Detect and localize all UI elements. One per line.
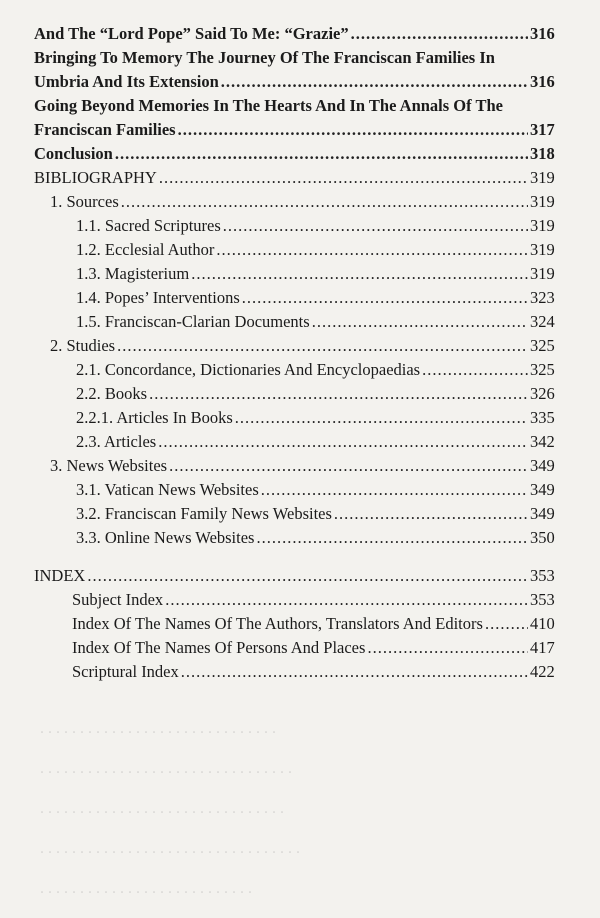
toc-entry-title: 3.3. Online News Websites — [76, 528, 255, 547]
toc-entry-title: Index Of The Names Of The Authors, Translators And Editors — [72, 614, 483, 633]
toc-entry-page: 342 — [530, 432, 555, 451]
leader-dots — [178, 118, 528, 142]
toc-entry-title: And The “Lord Pope” Said To Me: “Grazie” — [34, 24, 349, 43]
toc-subsection-sources — [34, 190, 554, 214]
toc-entry-page: 325 — [530, 360, 555, 379]
toc-section-index — [34, 564, 554, 588]
toc-entry-page: 326 — [530, 384, 555, 403]
toc-entry-page: 417 — [530, 638, 555, 657]
leader-dots — [242, 286, 528, 310]
leader-dots — [216, 238, 528, 262]
leader-dots — [485, 612, 528, 636]
leader-dots — [422, 358, 528, 382]
toc-entry — [34, 526, 554, 550]
toc-entry-page: 317 — [530, 120, 555, 139]
toc-entry-page: 319 — [530, 168, 555, 187]
toc-entry — [34, 636, 554, 660]
leader-dots — [181, 660, 528, 684]
toc-entry — [34, 286, 554, 310]
toc-entry-title-line1: Bringing To Memory The Journey Of The Franciscan Families In — [34, 48, 495, 67]
show-through: . . . . . . . . . . . . . . . . . . . . . . . . . . . . . . . . . . . . . . . . . . . . . . . . . . . . . . . . . . . . . . . . . . . . . . . . . . . . . . . . . . . . . . . . . . . . . . . . . . . . . . . . . . . . . . . . . . . . . . . . . . . . . . . . . . . . . . . . . . . . . . . . . . . . . . . . . — [40, 720, 300, 897]
toc-entry-page: 349 — [530, 456, 555, 475]
toc-entry — [34, 660, 554, 684]
toc-entry-page: 324 — [530, 312, 555, 331]
toc-entry-line2 — [34, 118, 554, 142]
toc-entry-title: 3.1. Vatican News Websites — [76, 480, 259, 499]
toc-entry-title-line2: Umbria And Its Extension — [34, 72, 219, 91]
toc-entry-page: 316 — [530, 24, 555, 43]
toc-section-title: BIBLIOGRAPHY — [34, 168, 157, 187]
toc-entry-title: 1. Sources — [50, 192, 119, 211]
toc-entry — [34, 588, 554, 612]
toc-entry — [34, 238, 554, 262]
leader-dots — [159, 166, 528, 190]
toc-entry — [34, 214, 554, 238]
leader-dots — [334, 502, 528, 526]
leader-dots — [169, 454, 528, 478]
toc-entry — [34, 406, 554, 430]
toc-entry-title: 1.3. Magisterium — [76, 264, 190, 283]
toc-entry-page: 349 — [530, 480, 555, 499]
toc-entry-page: 350 — [530, 528, 555, 547]
toc-entry-title: 1.2. Ecclesial Author — [76, 240, 215, 259]
leader-dots — [121, 190, 528, 214]
toc-entry-page: 422 — [530, 662, 555, 681]
leader-dots — [115, 142, 528, 166]
toc-entry-page: 318 — [530, 144, 555, 163]
toc-entry-title: 3.2. Franciscan Family News Websites — [76, 504, 332, 523]
toc-entry-title: 2.1. Concordance, Dictionaries And Encyclopaedias — [76, 360, 421, 379]
leader-dots — [223, 214, 528, 238]
toc-entry-page: 335 — [530, 408, 555, 427]
toc-entry — [34, 22, 554, 46]
toc-entry — [34, 430, 554, 454]
toc-entry-title: 2. Studies — [50, 336, 116, 355]
toc-entry — [34, 382, 554, 406]
leader-dots — [165, 588, 528, 612]
toc-entry-title: 3. News Websites — [50, 456, 168, 475]
toc-entry — [34, 478, 554, 502]
leader-dots — [117, 334, 528, 358]
leader-dots — [351, 22, 528, 46]
toc-section-title: INDEX — [34, 566, 86, 585]
toc-entry — [34, 612, 554, 636]
toc-subsection-news — [34, 454, 554, 478]
leader-dots — [221, 70, 528, 94]
toc-subsection-studies — [34, 334, 554, 358]
toc-entry-page: 319 — [530, 264, 555, 283]
toc-entry-multiline — [34, 46, 554, 94]
toc-entry — [34, 310, 554, 334]
toc-entry-page: 410 — [530, 614, 555, 633]
toc-entry — [34, 358, 554, 382]
spacer — [34, 550, 554, 564]
leader-dots — [149, 382, 528, 406]
leader-dots — [261, 478, 528, 502]
leader-dots — [367, 636, 528, 660]
toc-entry — [34, 502, 554, 526]
leader-dots — [312, 310, 528, 334]
toc-entry-page: 316 — [530, 72, 555, 91]
toc-entry-title: 1.1. Sacred Scriptures — [76, 216, 221, 235]
toc-entry-page: 319 — [530, 240, 555, 259]
leader-dots — [235, 406, 528, 430]
toc-entry-title: Conclusion — [34, 144, 113, 163]
toc-entry-title-line2: Franciscan Families — [34, 120, 176, 139]
toc-entry-page: 319 — [530, 216, 555, 235]
toc-entry-page: 319 — [530, 192, 555, 211]
leader-dots — [191, 262, 528, 286]
toc-entry-line2 — [34, 70, 554, 94]
leader-dots — [87, 564, 528, 588]
toc-entry-title: 1.4. Popes’ Interventions — [76, 288, 240, 307]
toc-entry-page: 349 — [530, 504, 555, 523]
toc-entry-page: 353 — [530, 566, 555, 585]
toc-entry-title: 2.3. Articles — [76, 432, 157, 451]
toc-entry-title: 2.2. Books — [76, 384, 148, 403]
leader-dots — [256, 526, 528, 550]
toc-entry-title-line1: Going Beyond Memories In The Hearts And In The Annals Of The — [34, 96, 503, 115]
toc-entry-page: 353 — [530, 590, 555, 609]
table-of-contents — [34, 22, 554, 684]
toc-entry-multiline — [34, 94, 554, 142]
toc-entry-title: Index Of The Names Of Persons And Places — [72, 638, 366, 657]
leader-dots — [158, 430, 528, 454]
toc-entry-title: Scriptural Index — [72, 662, 179, 681]
toc-entry-title: Subject Index — [72, 590, 164, 609]
toc-entry-title: 1.5. Franciscan-Clarian Documents — [76, 312, 310, 331]
toc-entry-page: 323 — [530, 288, 555, 307]
toc-entry — [34, 262, 554, 286]
toc-entry-page: 325 — [530, 336, 555, 355]
toc-section-bibliography — [34, 166, 554, 190]
toc-entry-conclusion — [34, 142, 554, 166]
toc-entry-title: 2.2.1. Articles In Books — [76, 408, 233, 427]
